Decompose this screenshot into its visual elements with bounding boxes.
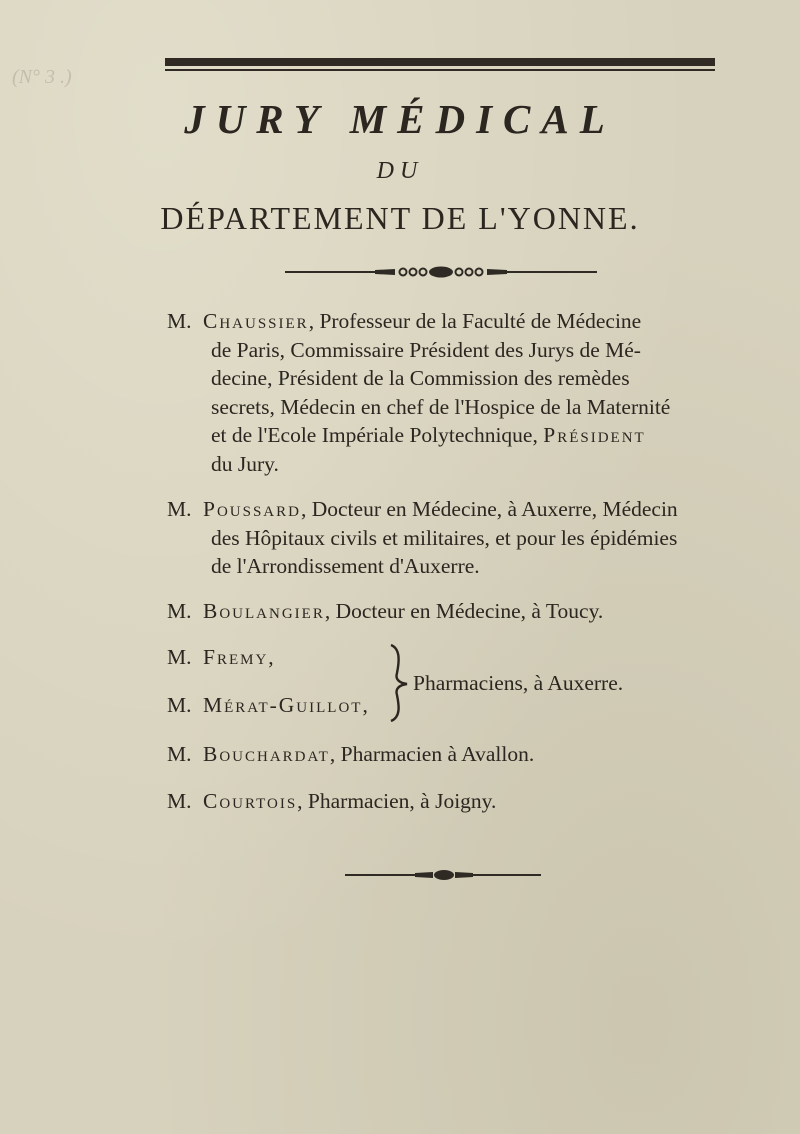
ornament-rule-bottom — [345, 868, 541, 882]
member-chaussier — [167, 307, 670, 478]
department-heading: DÉPARTEMENT DE L'YONNE. — [160, 200, 640, 236]
fremy-line — [167, 643, 274, 672]
member-prefix: M. — [167, 599, 192, 623]
chaussier-line-1-rest: , Professeur de la Faculté de Médecine — [308, 309, 642, 333]
member-name-poussard: Poussard — [203, 497, 301, 521]
chaussier-line-2: de Paris, Commissaire Président des Jurys de Mé- — [211, 337, 641, 362]
boulangier-line — [167, 597, 603, 626]
merat-rest: , — [362, 693, 368, 717]
member-prefix: M. — [167, 742, 192, 766]
president-title: Président — [543, 423, 646, 447]
member-name-merat-guillot: Mérat-Guillot — [203, 693, 363, 717]
top-rule-thin — [165, 69, 715, 71]
chaussier-line-3: decine, Président de la Commission des remèdes — [211, 366, 630, 390]
courtois-line — [167, 787, 496, 816]
member-fremy — [167, 643, 274, 672]
pharmaciens-auxerre: Pharmaciens, à Auxerre. — [413, 671, 624, 695]
chaussier-line-4: secrets, Médecin en chef de l'Hospice de la Maternité — [211, 394, 671, 419]
member-name-boulangier: Boulangier — [203, 599, 325, 623]
chaussier-line-5-text: et de l'Ecole Impériale Polytechnique, — [211, 423, 544, 447]
title-du: DU — [376, 158, 424, 184]
member-name-chaussier: Chaussier — [203, 309, 309, 333]
member-prefix: M. — [167, 693, 192, 717]
chaussier-line-5 — [167, 421, 670, 450]
ornament-rule-top — [285, 265, 597, 279]
page-title: JURY MÉDICAL — [184, 96, 616, 142]
member-merat-guillot — [167, 691, 368, 720]
member-poussard — [167, 495, 678, 581]
bouchardat-rest: , Pharmacien à Avallon. — [329, 742, 535, 766]
bouchardat-line — [167, 740, 534, 769]
member-prefix: M. — [167, 789, 192, 813]
boulangier-rest: , Docteur en Médecine, à Toucy. — [324, 599, 604, 623]
top-rule — [165, 58, 715, 71]
courtois-rest: , Pharmacien, à Joigny. — [297, 789, 497, 813]
poussard-line-3: de l'Arrondissement d'Auxerre. — [211, 554, 480, 578]
member-prefix: M. — [167, 497, 192, 521]
merat-line — [167, 691, 368, 720]
member-bouchardat — [167, 740, 534, 769]
chaussier-line-6: du Jury. — [211, 451, 279, 476]
faded-stamp: (N° 3 .) — [12, 66, 72, 88]
member-name-fremy: Fremy — [203, 645, 269, 669]
poussard-line-1-rest: , Docteur en Médecine, à Auxerre, Médecin — [300, 497, 678, 521]
chaussier-line-1 — [167, 307, 670, 336]
fremy-rest: , — [268, 645, 274, 669]
member-prefix: M. — [167, 309, 192, 333]
member-prefix: M. — [167, 645, 192, 669]
curly-brace — [385, 643, 411, 723]
member-name-bouchardat: Bouchardat — [203, 742, 330, 766]
poussard-line-2: des Hôpitaux civils et militaires, et pour les épidémies — [211, 525, 678, 550]
poussard-line-1 — [167, 495, 678, 524]
member-boulangier — [167, 597, 603, 626]
top-rule-thick — [165, 58, 715, 66]
member-name-courtois: Courtois — [203, 789, 298, 813]
member-courtois — [167, 787, 496, 816]
